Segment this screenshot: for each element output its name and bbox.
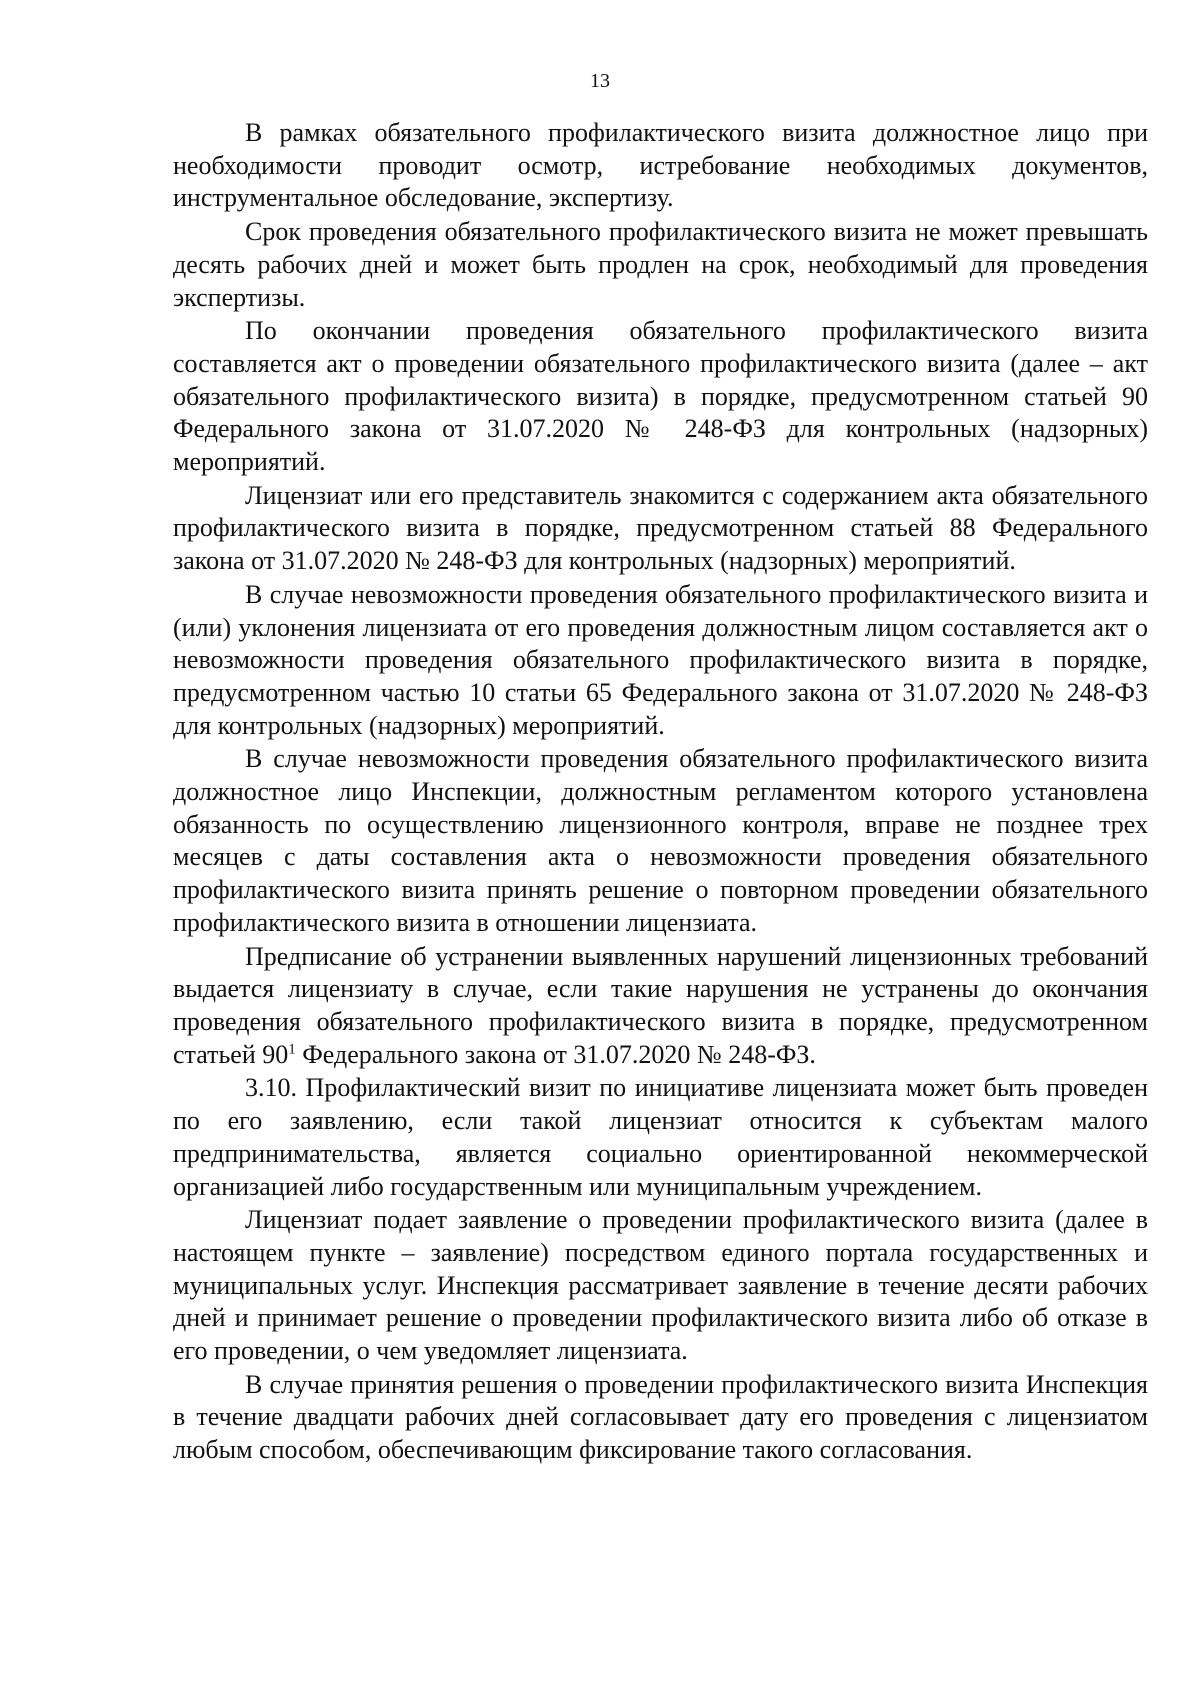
paragraph-prescription — [173, 941, 1148, 1072]
prescription-text-before: Предписание об устранении выявленных нарушений лицензионных требований выдается лицензиату в случае, если такие нарушения не устранены до окончания проведения обязательного профилактического визита в порядке, предусмотренном статьей 90 — [173, 941, 1148, 1069]
prescription-text-after: Федерального закона от 31.07.2020 № 248-ФЗ. — [295, 1039, 816, 1069]
paragraph-clause-3-10: 3.10. Профилактический визит по инициативе лицензиата может быть проведен по его заявлению, если такой лицензиат относится к субъектам малого предпринимательства, является социально ориентированной некоммерческой организацией либо государственным или муниципальным учреждением. — [173, 1073, 1148, 1201]
paragraph-impossibility-act: В случае невозможности проведения обязательного профилактического визита и (или) уклонения лицензиата от его проведения должностным лицом составляется акт о невозможности проведения обязательного профилактического визита в порядке, предусмотренном частью 10 статьи 65 Федерального закона от 31.07.2020 № 248-ФЗ для контрольных (надзорных) мероприятий. — [173, 579, 1148, 740]
page-number: 13 — [590, 70, 610, 92]
paragraph-visit-duration: Срок проведения обязательного профилактического визита не может превышать десять рабочих дней и может быть продлен на срок, необходимый для проведения экспертизы. — [173, 217, 1148, 312]
paragraph-date-agreement: В случае принятия решения о проведении профилактического визита Инспекция в течение двадцати рабочих дней согласовывает дату его проведения с лицензиатом любым способом, обеспечивающим фиксирование такого согласования. — [173, 1369, 1148, 1465]
paragraph-repeat-visit: В случае невозможности проведения обязательного профилактического визита должностное лицо Инспекции, должностным регламентом которого установлена обязанность по осуществлению лицензионного контроля, вправе не позднее трех месяцев с даты составления акта о невозможности проведения обязательного профилактического визита принять решение о повторном проведении обязательного профилактического визита в отношении лицензиата. — [173, 744, 1148, 937]
document-body — [173, 117, 1148, 1467]
paragraph-act-familiarization: Лицензиат или его представитель знакомится с содержанием акта обязательного профилактического визита в порядке, предусмотренном статьей 88 Федерального закона от 31.07.2020 № 248-ФЗ для контрольных (надзорных) мероприятий. — [173, 480, 1148, 576]
paragraph-inspection-actions: В рамках обязательного профилактического визита должностное лицо при необходимости проводит осмотр, истребование необходимых документов, инструментальное обследование, экспертизу. — [173, 118, 1148, 213]
paragraph-application: Лицензиат подает заявление о проведении профилактического визита (далее в настоящем пункте – заявление) посредством единого портала государственных и муниципальных услуг. Инспекция рассматривает заявление в течение десяти рабочих дней и принимает решение о проведении профилактического визита либо об отказе в его проведении, о чем уведомляет лицензиата. — [173, 1205, 1148, 1366]
paragraph-visit-act: По окончании проведения обязательного профилактического визита составляется акт о проведении обязательного профилактического визита (далее – акт обязательного профилактического визита) в порядке, предусмотренном статьей 90 Федерального закона от 31.07.2020 № 248-ФЗ для контрольных (надзорных) мероприятий. — [173, 316, 1148, 477]
article-superscript: 1 — [288, 1041, 296, 1058]
